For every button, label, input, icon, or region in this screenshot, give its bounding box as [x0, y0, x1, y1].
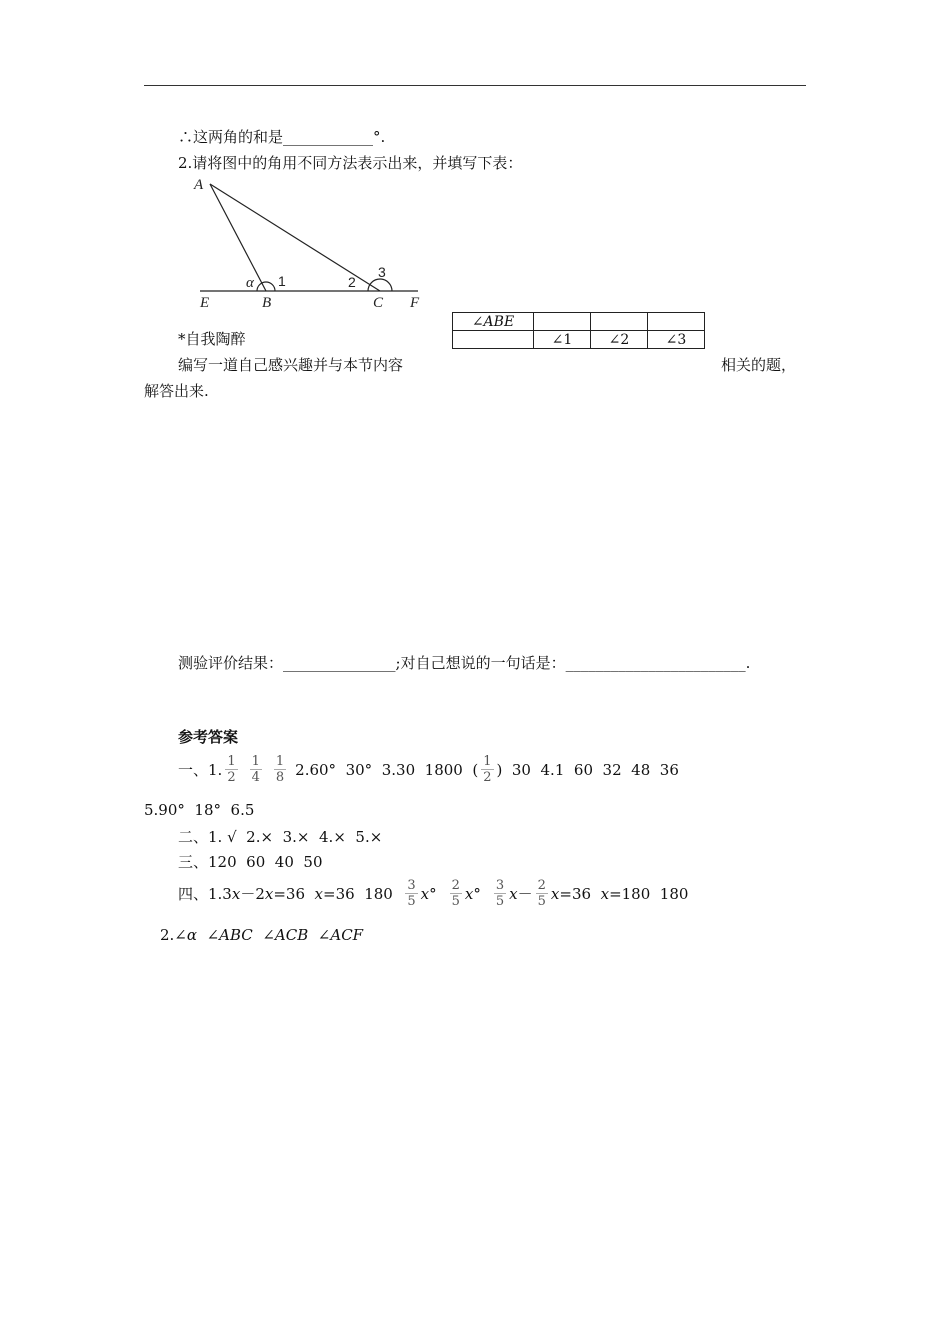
part4-eq36: =36	[559, 884, 601, 903]
table-cell[interactable]	[648, 313, 705, 331]
conclusion-text: ∴这两角的和是	[178, 128, 284, 146]
answers-title: 参考答案	[178, 728, 239, 746]
part4-eq36b: =36 180	[323, 884, 403, 903]
self-section-line1-left: 编写一道自己感兴趣并与本节内容	[178, 356, 404, 374]
triangle-figure	[190, 172, 430, 312]
fraction-numerator: 1	[483, 754, 492, 769]
fraction-numerator: 2	[451, 878, 460, 893]
table-cell[interactable]	[591, 313, 648, 331]
fraction-denominator: 5	[451, 894, 460, 909]
label-c: C	[373, 295, 384, 311]
fraction-denominator: 2	[227, 770, 236, 785]
minus-sign: －	[517, 885, 533, 903]
degree-sign: °	[473, 884, 481, 903]
var-x: x	[509, 884, 518, 903]
answers-part-4	[178, 878, 688, 909]
fraction	[225, 754, 237, 785]
label-e: E	[200, 295, 210, 311]
self-section-line2: 解答出来.	[144, 382, 209, 400]
fraction-numerator: 1	[227, 754, 236, 769]
fraction	[405, 878, 417, 909]
angle-table-row	[453, 331, 705, 349]
evaluation-label: 测验评价结果：	[178, 654, 284, 672]
evaluation-line	[178, 652, 750, 673]
answers-part-4-2	[160, 926, 363, 944]
angle-acf: ACF	[330, 926, 364, 944]
fraction	[450, 878, 462, 909]
fraction-denominator: 5	[495, 894, 505, 909]
question-1-conclusion	[178, 126, 385, 147]
table-cell: ∠2	[591, 331, 648, 349]
arc-2-3	[368, 279, 392, 291]
answers-part-2: 二、1. √ 2.× 3.× 4.× 5.×	[178, 828, 383, 846]
fraction-numerator: 3	[407, 878, 416, 893]
label-angle-2: 2	[348, 274, 356, 290]
fraction-denominator: 5	[537, 894, 546, 909]
table-cell[interactable]	[534, 313, 591, 331]
part4-minus2: －2	[240, 885, 265, 903]
table-cell: ∠1	[534, 331, 591, 349]
var-x: x	[420, 884, 430, 903]
self-comment-blank[interactable]: ________________________	[565, 654, 746, 672]
arc-alpha-1	[257, 282, 275, 291]
degree-sign: °	[429, 884, 437, 903]
fraction	[250, 754, 262, 785]
question-2-text: 2.请将图中的角用不同方法表示出来，并填写下表：	[178, 154, 523, 172]
table-cell: ∠3	[648, 331, 705, 349]
angle-table	[452, 312, 705, 349]
fraction-numerator: 1	[275, 754, 285, 769]
label-b: B	[262, 295, 272, 311]
part4-prefix: 四、1.3	[178, 885, 232, 903]
angle-alpha: α	[186, 926, 198, 944]
answers-part-3: 三、120 60 40 50	[178, 853, 323, 871]
part4-eq36: =36	[273, 884, 315, 903]
angle-sign: ∠	[262, 926, 275, 944]
var-x: x	[600, 884, 610, 903]
label-angle-3: 3	[378, 264, 386, 280]
var-x: x	[464, 884, 474, 903]
fraction-denominator: 8	[275, 770, 285, 785]
label-a: A	[194, 177, 204, 193]
conclusion-blank[interactable]: ____________	[283, 128, 374, 146]
answers-part-1	[178, 754, 679, 785]
fraction-numerator: 1	[251, 754, 260, 769]
label-angle-1: 1	[278, 273, 286, 289]
part1-tail: ) 30 4.1 60 32 48 36	[496, 760, 679, 779]
angle-table-row	[453, 313, 705, 331]
fraction	[536, 878, 548, 909]
fraction-denominator: 4	[251, 770, 260, 785]
var-x: x	[231, 884, 241, 903]
conclusion-suffix: °.	[373, 128, 386, 146]
part4-2-prefix: 2.∠	[160, 926, 187, 944]
part4-eq180: =180 180	[609, 884, 689, 903]
var-x: x	[264, 884, 274, 903]
self-section-line1-right: 相关的题，	[721, 356, 797, 374]
label-f: F	[410, 295, 420, 311]
self-section-title: *自我陶醉	[178, 330, 246, 348]
table-cell: ∠ABE	[453, 313, 534, 331]
evaluation-result-blank[interactable]: _______________	[283, 654, 396, 672]
self-comment-label: ;对自己想说的一句话是：	[395, 654, 566, 672]
fraction	[274, 754, 286, 785]
part1-prefix: 一、1.	[178, 761, 223, 779]
fraction-denominator: 2	[483, 770, 492, 785]
label-alpha: α	[246, 275, 254, 291]
angle-abc: ABC	[219, 926, 253, 944]
fraction	[481, 754, 493, 785]
var-x: x	[550, 884, 560, 903]
header-rule	[144, 85, 806, 86]
answers-part-1-continued: 5.90° 18° 6.5	[144, 801, 255, 819]
table-cell[interactable]	[453, 331, 534, 349]
part1-middle: 2.60° 30° 3.30 1800 (	[295, 760, 479, 779]
fraction-numerator: 3	[495, 878, 505, 893]
angle-sign: ∠	[206, 926, 220, 944]
angle-sign: ∠	[317, 926, 331, 944]
angle-acb: ACB	[274, 926, 309, 944]
var-x: x	[314, 884, 324, 903]
fraction-denominator: 5	[407, 894, 416, 909]
segment-ab	[210, 184, 266, 291]
fraction-numerator: 2	[537, 878, 546, 893]
evaluation-end: .	[745, 654, 751, 672]
fraction	[494, 878, 506, 909]
